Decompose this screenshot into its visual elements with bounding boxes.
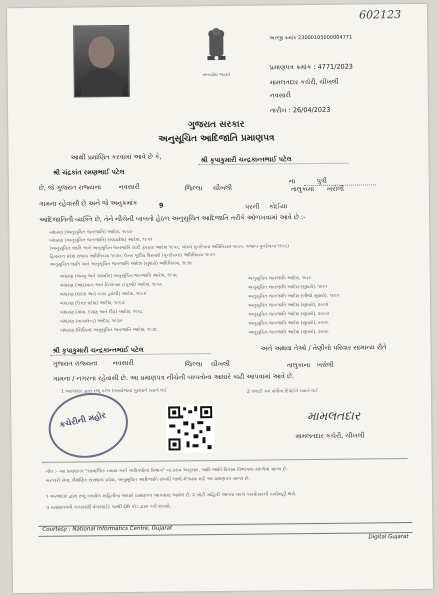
signature: મામલતદાર bbox=[307, 408, 361, 424]
certificate-title: અનુસૂચિત આદિજાતિ પ્રમાણપત્ર bbox=[158, 133, 275, 145]
applicant-photo bbox=[73, 25, 130, 98]
qr-code-icon bbox=[166, 404, 215, 453]
stamp-text: કચેરીની મહોર bbox=[58, 410, 107, 430]
right-list-item: અનુસૂચિત જનજાતિ આદેશ (સુધારો), ૨૦૦૩ bbox=[248, 311, 330, 318]
handwritten-number: 602123 bbox=[358, 8, 402, 22]
state-prefix: ગુજરાત રાજ્યના bbox=[52, 359, 98, 368]
tribe-suffix: આદિજાતિની વ્યક્તિ છે, તેને નીચેની બાબતો હેઠળ અનુસૂચિત આદિજાતિ તરીકે ઓળખવામાં આવે છે :- bbox=[39, 213, 306, 224]
family-name: શ્રી કૃપાકુમારી ચન્દ્રકાન્તભાઈ પટેલ bbox=[52, 345, 144, 355]
enclosure-one: 1 અરજદાર દ્વારા રજૂ કરેલ દસ્તાવેજના પુરાવાને ધ્યાને લઈ bbox=[60, 388, 168, 395]
government-title: ગુજરાત સરકાર bbox=[188, 119, 245, 131]
right-list-item: અનુસૂચિત જનજાતિ આદેશ, ૧૯૮૯ bbox=[247, 276, 312, 282]
left-list-item: બંધારણ (નાગાલેન્ડ) આદેશ, ૧૯૭૦ bbox=[60, 319, 123, 325]
emblem-caption: સત્યમેવ જયતે bbox=[202, 72, 231, 79]
serial-number: 9 bbox=[158, 201, 164, 210]
enclosure-two: 2 તલાટી કમ મંત્રીના રિપોર્ટને ધ્યાને લઈ bbox=[246, 388, 319, 395]
digital-gujarat-logo: Digital Gujarat bbox=[368, 534, 409, 541]
taluka-value: ખરોલી bbox=[326, 184, 345, 193]
tribe-label: પરની bbox=[244, 202, 260, 211]
right-list-item: અનુસૂચિત જનજાતિ આદેશ (સુધારો), ૨૦૦૬ bbox=[248, 320, 329, 327]
taluka-label: તાલુકામાં bbox=[290, 185, 315, 194]
relation-word: ના bbox=[288, 177, 296, 186]
order-line: હિમાચલ પ્રદેશ રાજ્ય અધિનિયમ ૧૯૭૦, ઉત્તર પૂર્વીય વિસ્તારો (પુનર્રચના) અધિનિયમ ૧૯૭૧ bbox=[49, 253, 215, 260]
tribe-value: કોઈયા bbox=[268, 202, 288, 211]
left-list-item: બંધારણ (સિક્કિમ) અનુસૂચિત જનજાતિ આદેશ, ૧૯૭૮ bbox=[60, 327, 158, 334]
village-value: નવસારી bbox=[118, 182, 140, 192]
basis-line: ગામના / નગરના રહેવાસી છે. આ પ્રમાણપત્ર નીચેની બાબતોના આધારે કાઢી આપવામાં આવે છે. bbox=[52, 372, 295, 383]
village-prefix: છે, જે ગુજરાત રાજ્યના bbox=[38, 183, 102, 192]
applicant-name: શ્રી કૃપાકુમારી ચન્દ્રકાન્તભાઈ પટેલ bbox=[200, 155, 292, 165]
state-village: નવસારી bbox=[112, 358, 134, 368]
issuing-district: નવસારી bbox=[269, 91, 291, 100]
photo-face bbox=[88, 36, 114, 68]
father-name: શ્રી ચંદ્રકાંત રમણભાઈ પટેલ bbox=[52, 167, 125, 177]
app-no-value: 23000105000004771 bbox=[298, 34, 353, 42]
right-list-item: અનુસૂચિત જનજાતિ આદેશ (સુધારો), ૨૦૦૨ bbox=[248, 302, 329, 309]
issue-date bbox=[270, 106, 330, 116]
note-line: ૩ પ્રમાણપત્રની ચકાસણી વેબસાઈટ પરથી QR કોડ દ્વારા કરી શકાશે. bbox=[46, 504, 172, 511]
order-line: બંધારણ (અનુસૂચિત જનજાતિ) (સંઘપ્રદેશ) આદેશ, ૧૯૫૧ bbox=[49, 237, 153, 244]
cert-no-value: 4771/2023 bbox=[317, 62, 353, 71]
certificate-number bbox=[270, 63, 353, 73]
office-stamp bbox=[42, 385, 134, 465]
relation-value: પુત્રી bbox=[316, 176, 327, 185]
date-label: તારીખ : bbox=[269, 106, 291, 115]
name-underline bbox=[199, 163, 349, 166]
left-list-item: બંધારણ (ગોવા, દમણ અને દીવ) આદેશ, ૧૯૬૮ bbox=[60, 309, 144, 316]
right-list-item: અનુસૂચિત જનજાતિ આદેશ (સુધારો), ૨૦૦૮ bbox=[248, 329, 329, 336]
district-value: ચીખલી bbox=[212, 183, 233, 193]
app-no-label: અરજી ક્રમાંક bbox=[269, 35, 297, 42]
state-taluka-label: તાલુકાના bbox=[286, 361, 311, 370]
family-suffix: અને અથવા તેઓ / તેણીનો પરિવાર સામાન્ય રીતે bbox=[260, 343, 387, 353]
left-list-item: બંધારણ (ઉત્તર પ્રદેશ) આદેશ, ૧૯૬૭ bbox=[60, 300, 125, 307]
cert-no-label: પ્રમાણપત્ર ક્રમાંક : bbox=[269, 62, 316, 72]
note-line: ૧ અરજદાર દ્વારા રજૂ કરાયેલ માહિતીના આધારે પ્રમાણપત્ર આપવામાં આવેલ છે. ૨ ખોટી માહિતી આપવા બદલ કાયદેસરની કાર્યવાહી થશે. bbox=[46, 492, 297, 500]
note-line: નોંધ :- આ પ્રમાણપત્ર "સામાજિક ન્યાય અને અધિકારિતા વિભાગ" ના ઠરાવ અનુસાર, આદિ-જાતિ વિકાસ વિભાગના સંદર્ભમાં માન્ય છે. bbox=[45, 467, 288, 475]
state-taluka: ખરોલી bbox=[316, 360, 334, 369]
date-value: 26/04/2023 bbox=[292, 105, 331, 115]
photo-body bbox=[81, 68, 123, 96]
order-line: બંધારણ (અનુસૂચિત જનજાતિ) આદેશ, ૧૯૫૦ bbox=[49, 229, 133, 236]
application-number bbox=[269, 35, 352, 42]
notes-divider bbox=[42, 458, 408, 463]
right-list-item: અનુસૂચિત જનજાતિ આદેશ (સુધારો), ૧૯૯૧ bbox=[247, 284, 328, 291]
left-list-item: બંધારણ (દાદરા અને નગર હવેલી) આદેશ, ૧૯૬૨ bbox=[59, 291, 147, 298]
state-district: ચીખલી bbox=[210, 359, 230, 369]
left-list-item: બંધારણ (જમ્મુ અને કાશ્મીર) અનુસૂચિત જનજાતિ આદેશ, ૧૯૫૬ bbox=[59, 273, 178, 280]
order-line: (અનુસૂચિત જાતિ અને અનુસૂચિત જનજાતિ યાદી ફેરફાર આદેશ ૧૯૫૬, બોમ્બે પુનર્રચના અધિનિયમ ૧૯૬૦, પંજાબ પુનર્રચના ૧૯૬૬) bbox=[49, 244, 290, 252]
left-list-item: બંધારણ (આંદામાન અને નિકોબાર ટાપુઓ) આદેશ, ૧૯૫૯ bbox=[59, 282, 163, 289]
order-line: અનુસૂચિત જાતિ અને અનુસૂચિત જનજાતિ આદેશ (સુધારો) અધિનિયમ, ૧૯૭૬ bbox=[49, 261, 193, 268]
note-line: સરકારી સેવા, શૈક્ષણિક સંસ્થામાં પ્રવેશ, અનુસૂચિત આદિજાતિ સંબંધી લાભો મેળવવા માટે આ પ્રમાણપત્ર માન્ય છે. bbox=[45, 476, 250, 484]
certificate-paper bbox=[7, 4, 433, 593]
resident-prefix: ગામના રહેવાસી છે અને જે અનુક્રમાંક bbox=[38, 198, 138, 208]
signature-title: મામલતદાર કચેરી, ચીખલી bbox=[295, 431, 365, 441]
right-list-item: અનુસૂચિત જનજાતિ આદેશ (બીજો સુધારો), ૧૯૯૧ bbox=[247, 293, 340, 300]
national-emblem-icon bbox=[199, 26, 233, 70]
intro-text: આથી પ્રમાણિત કરવામાં આવે છે કે, bbox=[70, 152, 162, 162]
state-district-label: જિલ્લા bbox=[184, 360, 203, 369]
district-label: જિલ્લા bbox=[184, 184, 203, 193]
courtesy-text: Courtesy : National Informatics Centre, Gujarat bbox=[42, 525, 173, 533]
issuing-office: મામલતદાર કચેરી, ચીખલી bbox=[269, 77, 339, 87]
